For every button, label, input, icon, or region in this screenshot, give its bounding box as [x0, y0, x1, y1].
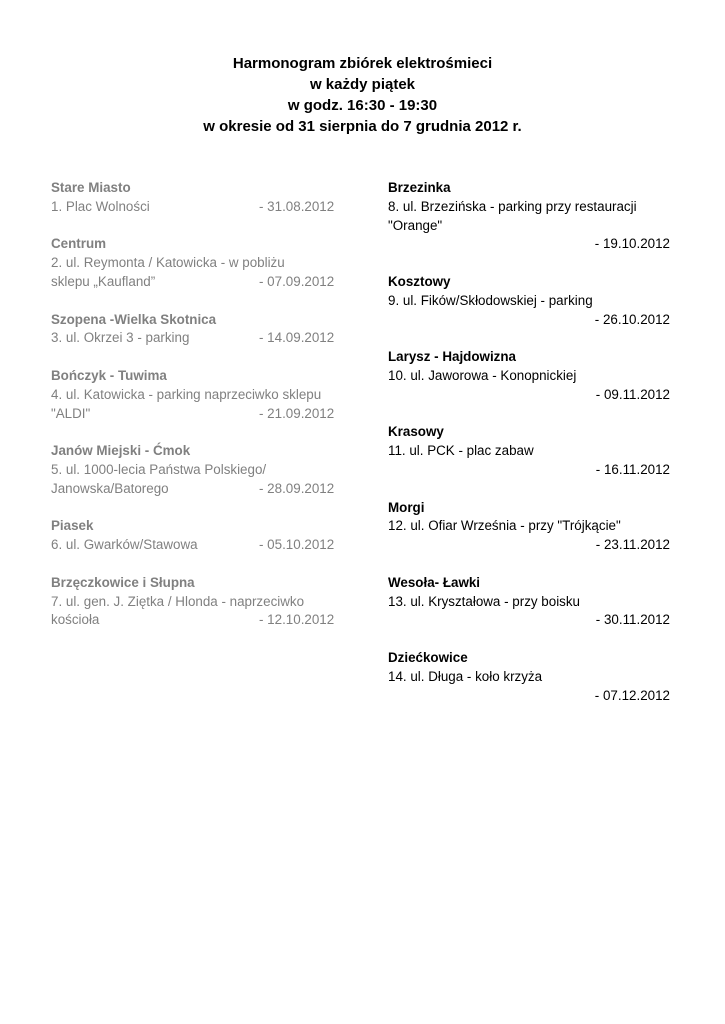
address-date-row: [51, 329, 341, 348]
district-name: Brzęczkowice i Słupna: [51, 574, 195, 590]
schedule-entry: [51, 367, 341, 423]
district-name: Centrum: [51, 236, 107, 252]
collection-date: - 28.09.2012: [259, 480, 335, 496]
address-line: sklepu „Kaufland”: [51, 273, 156, 289]
district-name: Janów Miejski - Ćmok: [51, 443, 191, 459]
address-line: 13. ul. Kryształowa - przy boisku: [388, 593, 581, 609]
title-line-1: Harmonogram zbiórek elektrośmieci: [232, 55, 493, 72]
address-line: 2. ul. Reymonta / Katowicka - w pobliżu: [51, 255, 285, 271]
collection-date: - 23.11.2012: [595, 537, 670, 553]
title-line-3: w godz. 16:30 - 19:30: [287, 97, 438, 114]
address-date-row: [51, 198, 341, 217]
address-line: 5. ul. 1000-lecia Państwa Polskiego/: [51, 461, 267, 477]
schedule-entry: [51, 311, 341, 349]
collection-date: - 07.12.2012: [594, 687, 670, 703]
address-date-row: [51, 480, 341, 499]
district-name: Stare Miasto: [51, 180, 131, 195]
schedule-entry: [388, 649, 670, 705]
collection-date: - 30.11.2012: [595, 612, 670, 628]
schedule-entry: [51, 517, 341, 555]
address-line: 1. Plac Wolności: [51, 198, 150, 214]
schedule-entry: [51, 179, 341, 217]
title-line-4: w okresie od 31 sierpnia do 7 grudnia 2012 r.: [203, 118, 522, 135]
collection-date: - 14.09.2012: [259, 330, 335, 346]
address-line: 11. ul. PCK - plac zabaw: [388, 443, 534, 459]
schedule-entry: [51, 235, 341, 291]
address-line: "Orange": [388, 217, 443, 233]
collection-date: - 26.10.2012: [594, 311, 670, 327]
district-name: Larysz - Hajdowizna: [388, 349, 516, 365]
district-name: Szopena -Wielka Skotnica: [51, 311, 217, 327]
address-date-row: [51, 536, 341, 555]
district-name: Dziećkowice: [388, 649, 468, 665]
collection-date: - 05.10.2012: [259, 537, 335, 553]
address-line: 6. ul. Gwarków/Stawowa: [51, 537, 198, 553]
address-line: 9. ul. Fików/Skłodowskiej - parking: [388, 292, 593, 308]
district-name: Morgi: [388, 499, 425, 515]
district-name: Wesoła- Ławki: [388, 574, 481, 590]
address-date-row: [51, 405, 341, 424]
address-line: 3. ul. Okrzei 3 - parking: [51, 330, 190, 346]
collection-date: - 31.08.2012: [259, 198, 335, 214]
address-date-row: [51, 611, 341, 630]
title-line-2: w każdy piątek: [309, 76, 416, 93]
schedule-entry: [388, 273, 670, 329]
schedule-entry: [388, 348, 670, 404]
collection-date: - 21.09.2012: [259, 405, 335, 421]
address-line: 10. ul. Jaworowa - Konopnickiej: [388, 367, 577, 383]
address-line: 4. ul. Katowicka - parking naprzeciwko sklepu: [51, 386, 322, 402]
district-name: Kosztowy: [388, 273, 451, 289]
district-name: Krasowy: [388, 424, 444, 440]
right-column: [388, 179, 670, 724]
schedule-entry: [388, 423, 670, 479]
schedule-entry: [388, 179, 670, 254]
address-line: 7. ul. gen. J. Ziętka / Hlonda - naprzeciwko: [51, 593, 305, 609]
schedule-entry: [388, 499, 670, 555]
schedule-entry: [388, 574, 670, 630]
district-name: Brzezinka: [388, 180, 451, 195]
schedule-entry: [51, 442, 341, 498]
collection-date: - 07.09.2012: [259, 273, 335, 289]
address-line: 14. ul. Długa - koło krzyża: [388, 668, 543, 684]
address-line: kościoła: [51, 612, 100, 628]
collection-date: - 09.11.2012: [595, 386, 670, 402]
district-name: Piasek: [51, 518, 94, 534]
schedule-entry: [51, 574, 341, 630]
address-date-row: [51, 273, 341, 292]
address-line: Janowska/Batorego: [51, 480, 169, 496]
collection-date: - 16.11.2012: [595, 461, 670, 477]
district-name: Bończyk - Tuwima: [51, 367, 167, 383]
address-line: 12. ul. Ofiar Września - przy "Trójkącie": [388, 518, 621, 534]
document-title: [0, 53, 725, 137]
left-column: [51, 179, 341, 649]
collection-date: - 12.10.2012: [259, 612, 335, 628]
address-line: "ALDI": [51, 405, 91, 421]
collection-date: - 19.10.2012: [594, 236, 670, 252]
address-line: 8. ul. Brzezińska - parking przy restauracji: [388, 198, 637, 214]
